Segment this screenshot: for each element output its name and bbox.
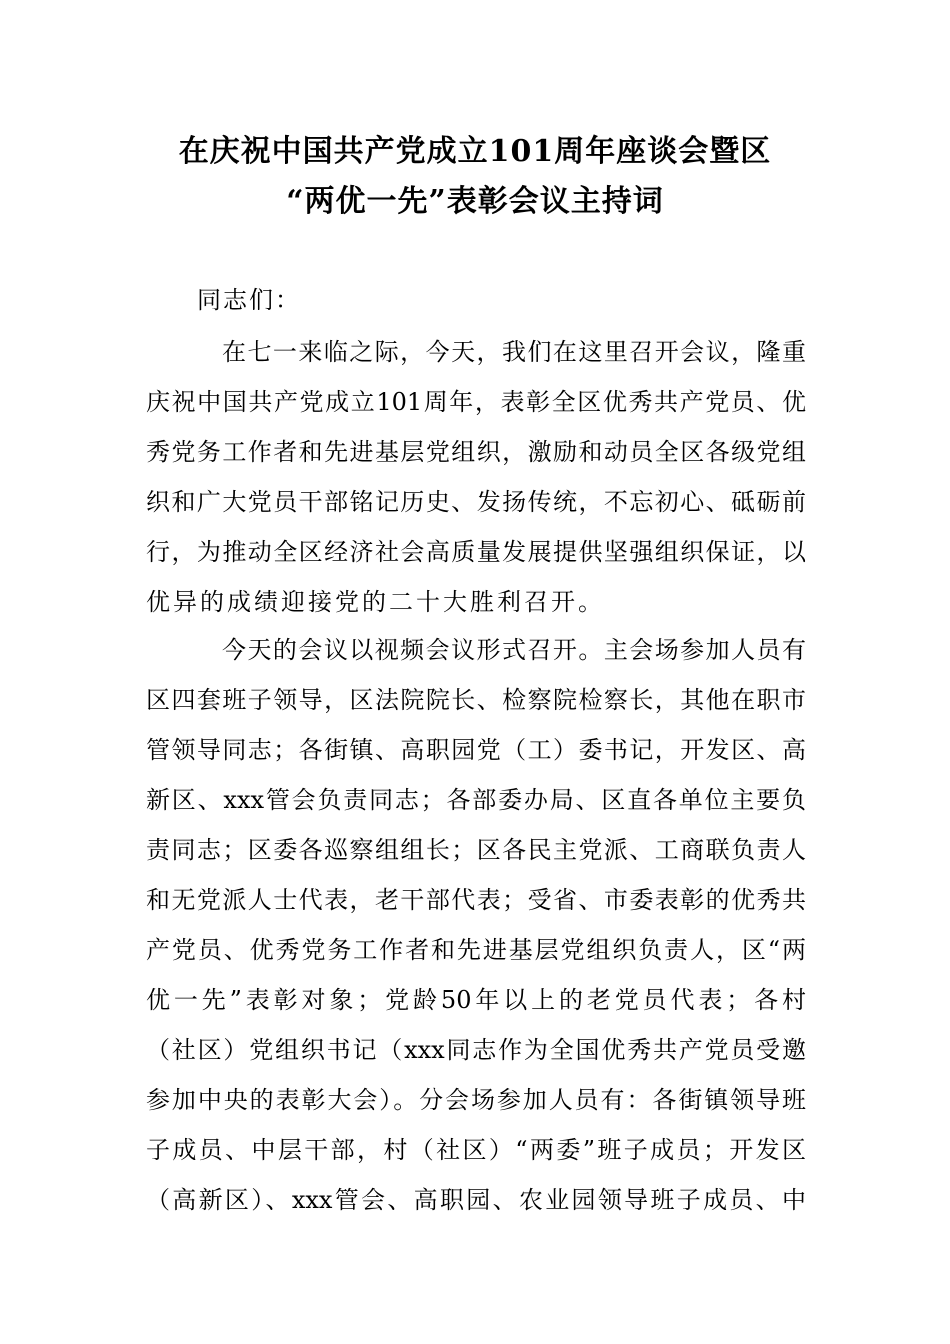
document-title-line-2: “两优一先”表彰会议主持词 — [286, 184, 664, 219]
paragraph-2-line: 和无党派人士代表，老干部代表；受省、市委表彰的优秀共 — [146, 886, 806, 914]
paragraph-2-line: 区四套班子领导，区法院院长、检察院检察长，其他在职市 — [146, 686, 806, 714]
paragraph-2-line: （社区）党组织书记（xxx同志作为全国优秀共产党员受邀 — [146, 1036, 806, 1064]
paragraph-1-line: 秀党务工作者和先进基层党组织，激励和动员全区各级党组 — [146, 438, 806, 466]
paragraph-2-line: 产党员、优秀党务工作者和先进基层党组织负责人，区“两 — [146, 936, 806, 964]
document-title-line-1: 在庆祝中国共产党成立101周年座谈会暨区 — [178, 134, 772, 169]
paragraph-2-line: 优一先”表彰对象；党龄50年以上的老党员代表；各村 — [146, 986, 806, 1014]
paragraph-2-line: 责同志；区委各巡察组组长；区各民主党派、工商联负责人 — [146, 836, 806, 864]
paragraph-2-line: 参加中央的表彰大会）。分会场参加人员有：各街镇领导班 — [146, 1086, 806, 1114]
salutation: 同志们： — [197, 286, 301, 314]
paragraph-1-line: 在七一来临之际，今天，我们在这里召开会议，隆重 — [222, 338, 806, 366]
paragraph-2-line: 管领导同志；各街镇、高职园党（工）委书记，开发区、高 — [146, 736, 806, 764]
paragraph-1-line: 行，为推动全区经济社会高质量发展提供坚强组织保证，以 — [146, 538, 806, 566]
paragraph-1-line: 织和广大党员干部铭记历史、发扬传统，不忘初心、砥砺前 — [146, 488, 806, 516]
paragraph-1-line: 庆祝中国共产党成立101周年，表彰全区优秀共产党员、优 — [146, 388, 806, 416]
paragraph-2-line: 子成员、中层干部，村（社区）“两委”班子成员；开发区 — [146, 1136, 806, 1164]
paragraph-2-line: （高新区）、xxx管会、高职园、农业园领导班子成员、中 — [146, 1186, 806, 1214]
paragraph-2-line: 今天的会议以视频会议形式召开。主会场参加人员有 — [222, 636, 806, 664]
paragraph-1-line: 优异的成绩迎接党的二十大胜利召开。 — [146, 588, 605, 616]
paragraph-2-line: 新区、xxx管会负责同志；各部委办局、区直各单位主要负 — [146, 786, 806, 814]
